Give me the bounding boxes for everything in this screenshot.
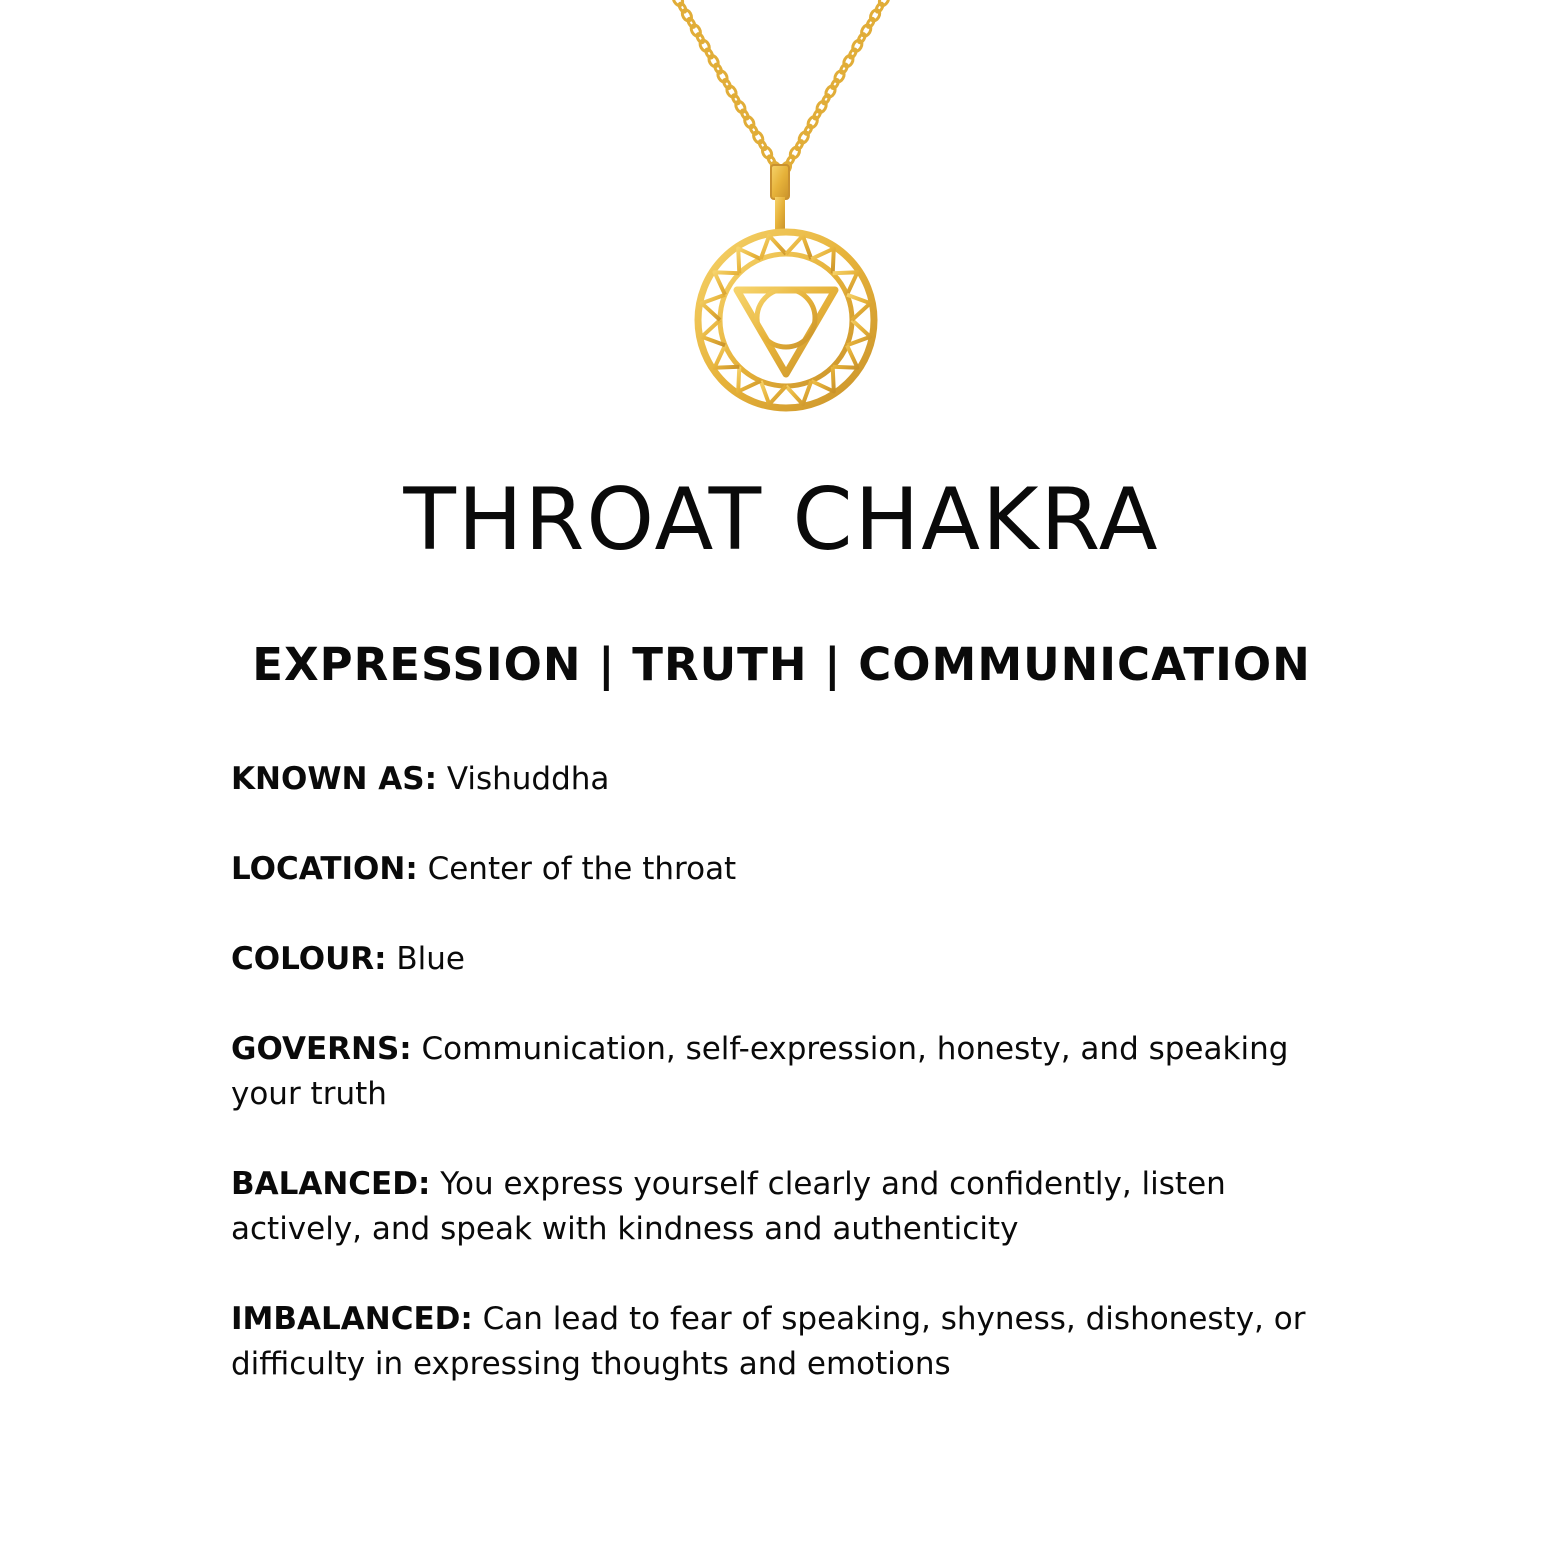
detail-label: KNOWN AS: [231,761,437,797]
chakra-symbol [698,232,874,408]
pendant-bail [771,165,789,199]
detail-value: Vishuddha [446,761,610,797]
detail-value: Center of the throat [427,851,737,887]
detail-label: GOVERNS: [231,1031,412,1067]
detail-value: Can lead to fear of speaking, shyness, dishonesty, or difficulty in expressing thoughts and emotions [231,1301,1306,1382]
detail-label: LOCATION: [231,851,418,887]
detail-label: IMBALANCED: [231,1301,473,1337]
page-title: THROAT CHAKRA [403,470,1160,570]
detail-balanced [231,1162,1341,1252]
detail-label: COLOUR: [231,941,387,977]
detail-imbalanced [231,1297,1341,1387]
throat-chakra-pendant-image [600,0,960,420]
detail-value: Blue [396,941,466,977]
detail-governs [231,1027,1341,1117]
necklace-chain [672,0,891,175]
details-list [231,757,1341,1387]
page-subtitle: EXPRESSION | TRUTH | COMMUNICATION [252,638,1311,691]
detail-value: Communication, self-expression, honesty, and speaking your truth [231,1031,1289,1112]
detail-location [231,847,1341,892]
detail-colour [231,937,1341,982]
detail-label: BALANCED: [231,1166,431,1202]
detail-known-as [231,757,1341,802]
detail-value: You express yourself clearly and confidently, listen actively, and speak with kindness and authenticity [231,1166,1226,1247]
pendant-connector [775,197,785,231]
